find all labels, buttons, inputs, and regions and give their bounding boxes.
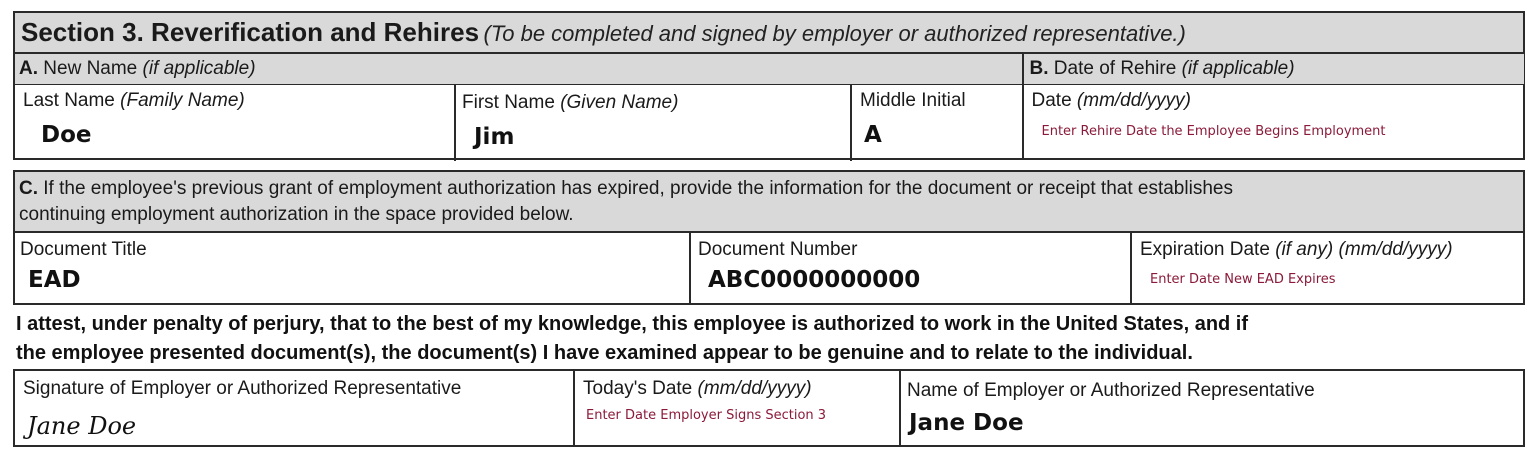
last-name-qualifier: (Family Name) <box>120 90 245 111</box>
part-c-line2: continuing employment authorization in the space provided below. <box>19 204 574 225</box>
part-c-header <box>15 172 1523 231</box>
expiration-date-field[interactable] <box>1132 233 1524 303</box>
part-c-line1: If the employee's previous grant of employment authorization has expired, provide the information for the document or receipt that establishes <box>43 178 1233 199</box>
employer-name-label: Name of Employer or Authorized Representative <box>907 380 1315 401</box>
document-number-field[interactable] <box>691 233 1130 303</box>
part-b-qualifier: (if applicable) <box>1181 57 1295 79</box>
document-number-value[interactable]: ABC0000000000 <box>708 267 921 293</box>
section3-document-box <box>13 170 1525 305</box>
first-name-value[interactable]: Jim <box>474 124 515 150</box>
document-title-label: Document Title <box>20 239 147 260</box>
rehire-date-qualifier: (mm/dd/yyyy) <box>1076 90 1191 111</box>
rehire-date-placeholder[interactable]: Enter Rehire Date the Employee Begins Employment <box>1041 124 1386 139</box>
section3-signature-box <box>13 369 1525 447</box>
expiration-date-label: Expiration Date <box>1140 239 1270 260</box>
part-c-letter: C. <box>19 178 38 199</box>
expiration-date-placeholder[interactable]: Enter Date New EAD Expires <box>1150 272 1336 287</box>
rehire-date-field[interactable] <box>1024 85 1524 160</box>
attestation-statement <box>16 310 1526 368</box>
todays-date-qualifier: (mm/dd/yyyy) <box>697 378 812 399</box>
employer-name-field[interactable] <box>901 371 1523 445</box>
attestation-line-1: I attest, under penalty of perjury, that to the best of my knowledge, this employee is authorized to work in the United States, and if <box>16 313 1249 335</box>
first-name-field[interactable] <box>456 85 850 160</box>
signature-value[interactable]: Jane Doe <box>27 412 137 440</box>
part-a-header <box>15 54 1022 84</box>
part-b-header <box>1024 54 1524 84</box>
rehire-date-label: Date <box>1031 90 1072 111</box>
employer-signature-field[interactable] <box>15 371 573 445</box>
expiration-date-qualifier-1: (if any) <box>1275 239 1334 260</box>
last-name-value[interactable]: Doe <box>41 122 92 148</box>
middle-initial-label: Middle Initial <box>860 90 966 111</box>
document-title-field[interactable] <box>15 233 689 303</box>
middle-initial-value[interactable]: A <box>864 122 882 148</box>
expiration-date-qualifier-2: (mm/dd/yyyy) <box>1338 239 1453 260</box>
section-subtitle: (To be completed and signed by employer or authorized representative.) <box>483 21 1186 46</box>
part-b-letter: B. <box>1029 57 1049 79</box>
signature-label: Signature of Employer or Authorized Representative <box>23 378 462 399</box>
last-name-label: Last Name <box>23 90 115 111</box>
todays-date-placeholder[interactable]: Enter Date Employer Signs Section 3 <box>586 408 827 423</box>
part-b-label: Date of Rehire <box>1053 57 1177 79</box>
employer-name-value[interactable]: Jane Doe <box>909 410 1024 436</box>
part-a-label: New Name <box>43 57 138 79</box>
todays-date-label: Today's Date <box>583 378 693 399</box>
document-title-value[interactable]: EAD <box>28 267 81 293</box>
middle-initial-field[interactable] <box>852 85 1022 160</box>
section-title-bar <box>15 13 1523 52</box>
document-number-label: Document Number <box>698 239 858 260</box>
todays-date-field[interactable] <box>575 371 899 445</box>
section3-name-box <box>13 11 1525 160</box>
first-name-qualifier: (Given Name) <box>560 92 679 113</box>
section-title: Section 3. Reverification and Rehires <box>21 17 480 47</box>
last-name-field[interactable] <box>15 85 454 160</box>
part-a-letter: A. <box>19 57 38 79</box>
first-name-label: First Name <box>462 92 555 113</box>
attestation-line-2: the employee presented document(s), the document(s) I have examined appear to be genuine and to relate to the individual. <box>16 342 1193 364</box>
part-a-qualifier: (if applicable) <box>142 57 256 79</box>
